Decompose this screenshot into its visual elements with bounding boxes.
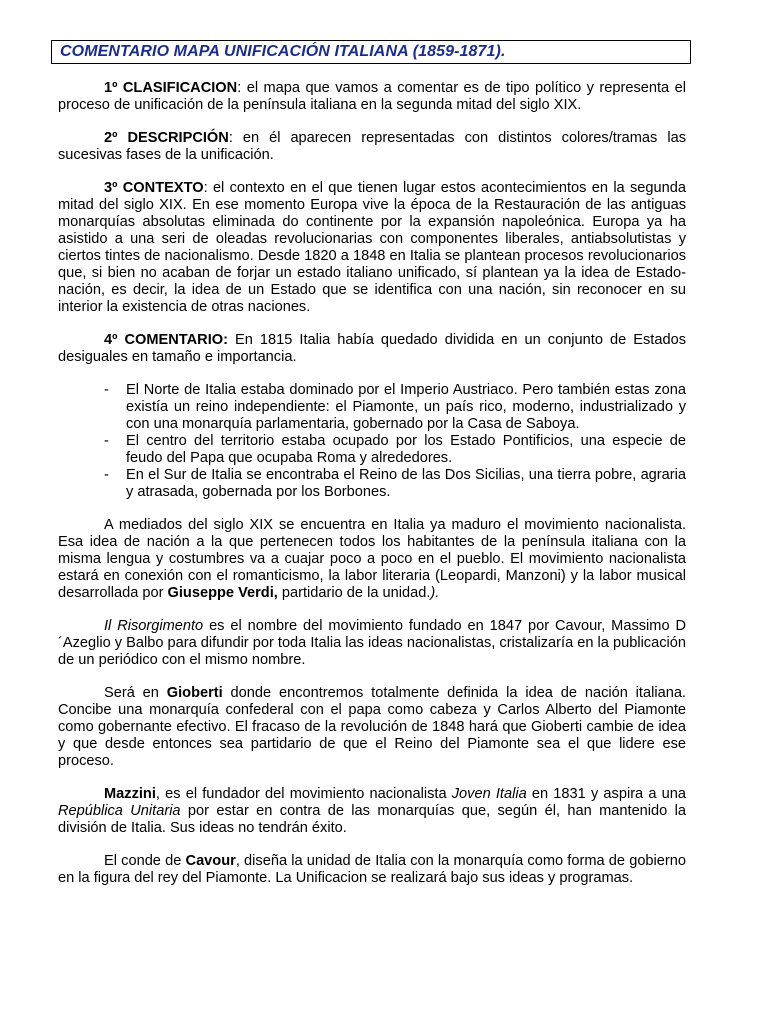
list-item-text: El centro del territorio estaba ocupado por los Estado Pontificios, una especie de feudo del Papa que ocupaba Roma y alrededores. [126,433,686,466]
list-item-text: En el Sur de Italia se encontraba el Reino de las Dos Sicilias, una tierra pobre, agraria y atrasada, gobernada por los Borbones. [126,467,686,500]
section-heading: 3º CONTEXTO [104,180,204,196]
section-heading: 1º CLASIFICACION [104,80,238,96]
section-descripcion [58,130,686,164]
section-text: : en él aparecen representadas con distintos colores/tramas las sucesivas fases de la unificación. [58,130,686,163]
paragraph-text: en 1831 y aspira a una [526,786,686,802]
paragraph-gioberti [58,685,686,770]
section-heading: 4º COMENTARIO: [104,332,228,348]
document-title: COMENTARIO MAPA UNIFICACIÓN ITALIANA (1859-1871). [60,43,506,60]
section-comentario [58,332,686,366]
states-list [58,382,686,501]
list-item [58,467,686,501]
section-heading: 2º DESCRIPCIÓN [104,130,229,146]
paragraph-text: A mediados del siglo XIX se encuentra en Italia ya maduro el movimiento nacionalista. Esa idea de nación a la que pertenecen todos los habitantes de la península italiana con la misma lengua y costumbres va a cuajar poco a poco en el pueblo. El movimiento nacionalista estará en conexión con el romanticismo, la labor literaria (Leopardi, Manzoni) y la labor musical desarrollada por [58,517,686,601]
paragraph-text: donde encontremos totalmente definida la idea de nación italiana. Concibe una monarquía confederal con el papa como cabeza y Carlos Alberto del Piamonte como gobernante efectivo. El fracaso de la revolución de 1848 hará que Gioberti cambie de idea y que desde entonces sea partidario de que el Reino del Piamonte sea el que lidere ese proceso. [58,685,686,769]
section-text: : el mapa que vamos a comentar es de tipo político y representa el proceso de unificación de la península italiana en la segunda mitad del siglo XIX. [58,80,686,113]
section-contexto [58,180,686,316]
bold-name: Cavour [185,853,236,869]
paragraph-text: , diseña la unidad de Italia con la monarquía como forma de gobierno en la figura del rey del Piamonte. La Unificacion se realizará bajo sus ideas y programas. [58,853,686,886]
list-dash: - [104,467,109,483]
paragraph-nacionalismo [58,517,686,602]
list-item-text: El Norte de Italia estaba dominado por el Imperio Austriaco. Pero también estas zona existía un reino independiente: el Piamonte, un país rico, moderno, industrializado y con una monarquía parlamentaria, gobernado por la Casa de Saboya. [126,382,686,432]
list-item [58,382,686,433]
list-dash: - [104,433,109,449]
paragraph-text: El conde de [104,853,186,869]
paragraph-text: ). [430,585,440,601]
bold-name: Giuseppe Verdi, [167,585,278,601]
paragraph-text: Será en [104,685,167,701]
bold-name: Gioberti [166,685,223,701]
section-clasificacion [58,80,686,114]
italic-term: República Unitaria [58,803,181,819]
paragraph-text: , es el fundador del movimiento nacionalista [155,786,452,802]
bold-name: Mazzini [104,786,156,802]
paragraph-text: es el nombre del movimiento fundado en 1847 por Cavour, Massimo D´Azeglio y Balbo para difundir por toda Italia las ideas nacionalistas, cristalizaría en la publicación de un periódico con el mismo nombre. [58,618,686,668]
section-text: : el contexto en el que tienen lugar estos acontecimientos en la segunda mitad del siglo XIX. En ese momento Europa vive la época de la Restauración de las antiguas monarquías absolutas eliminada do continente por la expansión napoleónica. Europa ya ha asistido a una seri de oleadas revolucionarias con componentes liberales, antiabsolutistas y ciertos tintes de nacionalismo. Desde 1820 a 1848 en Italia se plantean procesos revolucionarios que, si bien no acaban de forjar un estado italiano unificado, sí plantean ya la idea de Estado-nación, es decir, la idea de un Estado que se identifica con una nación, sin reconocer en su interior la existencia de otras naciones. [58,180,686,315]
paragraph-cavour [58,853,686,887]
italic-term: Joven Italia [451,786,527,802]
italic-term: Il Risorgimento [104,618,204,634]
section-text: En 1815 Italia había quedado dividida en un conjunto de Estados desiguales en tamaño e importancia. [58,332,686,365]
paragraph-mazzini [58,786,686,837]
list-dash: - [104,382,109,398]
paragraph-risorgimento [58,618,686,669]
title-box [51,40,691,64]
paragraph-text: partidario de la unidad. [277,585,431,601]
paragraph-text: por estar en contra de las monarquías que, según él, han mantenido la división de Italia. Sus ideas no tendrán éxito. [58,803,686,836]
document-body [58,80,686,903]
list-item [58,433,686,467]
